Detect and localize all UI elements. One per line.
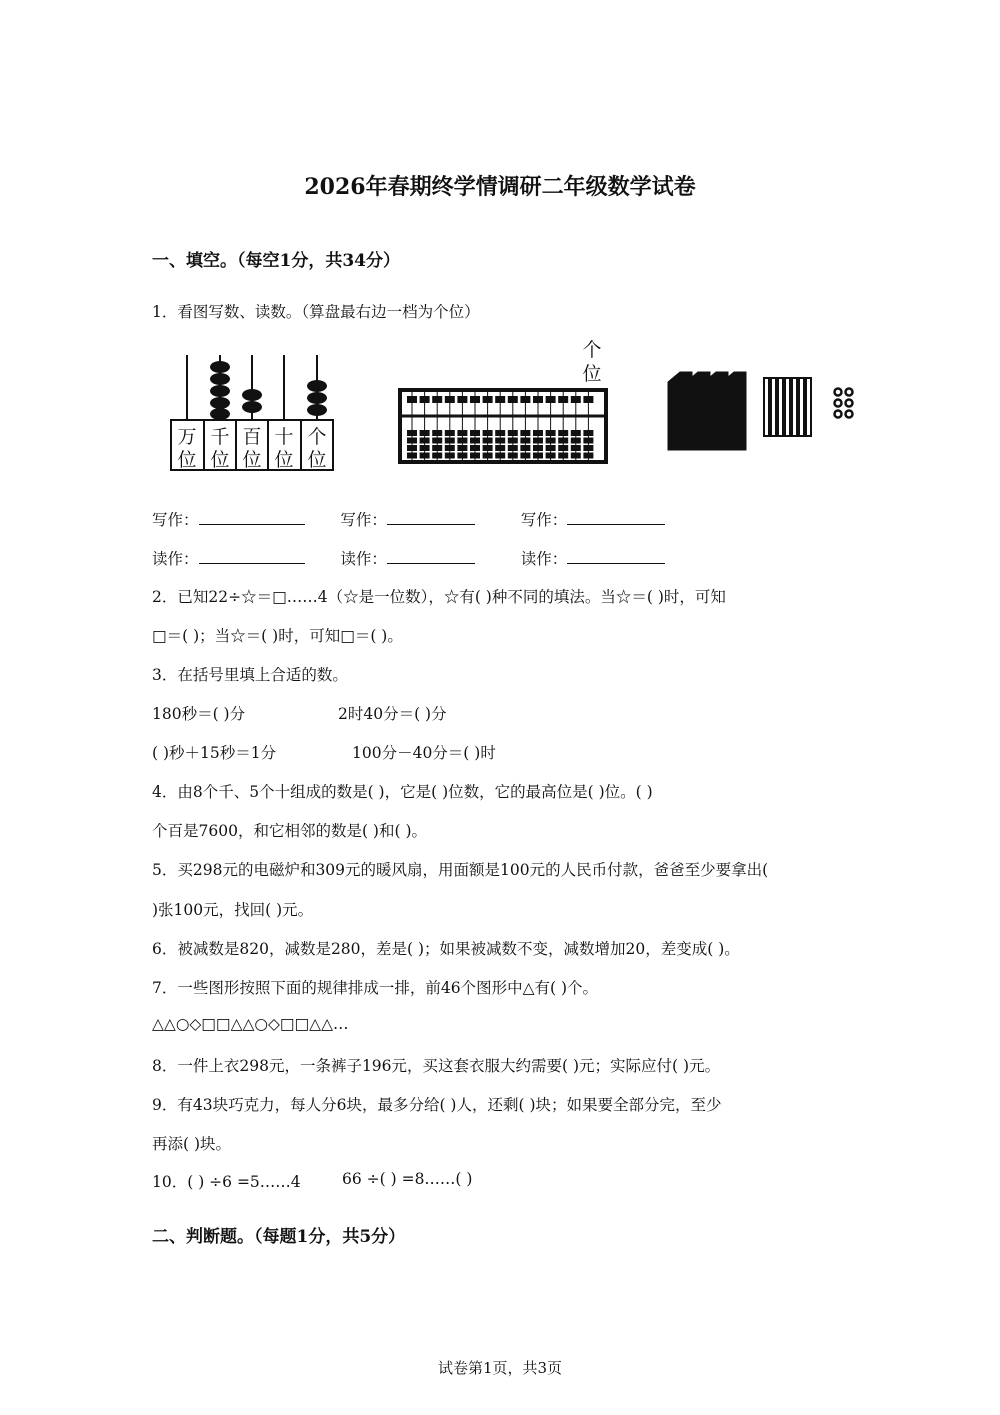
page-title: 2026年春期终学情调研二年级数学试卷: [304, 174, 696, 200]
question-9-line-1: 9．有43块巧克力，每人分6块，最多分给( )人，还剩( )块；如果要全部分完，至少: [152, 1096, 722, 1114]
suanpan-bead: [520, 453, 530, 459]
suanpan-bead: [407, 453, 417, 459]
question-3-c: ( )秒＋15秒＝1分: [152, 744, 277, 762]
counting-stick: [792, 378, 797, 436]
suanpan-bead: [571, 453, 581, 459]
counting-stick: [764, 378, 769, 436]
suanpan-bead: [445, 453, 455, 459]
suanpan-bead: [558, 396, 568, 403]
suanpan-bead: [420, 445, 430, 451]
suanpan-bead: [495, 430, 505, 436]
suanpan-bead: [470, 445, 480, 451]
suanpan-bead: [483, 445, 493, 451]
label-wan-1: 万: [177, 426, 197, 448]
label-bai-1: 百: [242, 426, 262, 448]
suanpan-bead: [571, 430, 581, 436]
suanpan-bead: [432, 430, 442, 436]
read-label-3: 读作：: [520, 550, 568, 568]
question-3-b: 2时40分＝( )分: [338, 705, 447, 723]
suanpan-bead: [495, 445, 505, 451]
suanpan-bead: [483, 430, 493, 436]
suanpan-bead: [533, 396, 543, 403]
counting-blocks-figure: [664, 368, 860, 454]
question-3-a: 180秒＝( )分: [152, 705, 246, 723]
suanpan-bead: [583, 430, 593, 436]
question-4-line-2: 个百是7600，和它相邻的数是( )和( )。: [152, 822, 427, 840]
suanpan-bead: [445, 445, 455, 451]
label-wan-2: 位: [177, 449, 197, 471]
question-7-pattern: △△○◇□□△△○◇□□△△…: [152, 1015, 349, 1033]
suanpan-bead: [420, 396, 430, 403]
suanpan-bead: [508, 396, 518, 403]
question-5-line-1: 5．买298元的电磁炉和309元的暖风扇，用面额是100元的人民币付款，爸爸至少要拿出(: [152, 861, 769, 879]
suanpan-bead: [407, 438, 417, 444]
counting-stick: [799, 378, 804, 436]
counting-stick: [778, 378, 783, 436]
suanpan-bead: [508, 430, 518, 436]
suanpan-label-1: 个: [582, 339, 602, 361]
suanpan-bead: [420, 438, 430, 444]
suanpan-bead: [520, 396, 530, 403]
read-label-1: 读作：: [152, 550, 199, 568]
suanpan-bead: [407, 396, 417, 403]
suanpan-bead: [495, 453, 505, 459]
suanpan-bead: [470, 430, 480, 436]
suanpan-bead: [520, 445, 530, 451]
label-qian-2: 位: [210, 449, 230, 471]
label-ge-2: 位: [307, 449, 327, 471]
suanpan-bead: [457, 445, 467, 451]
suanpan-bead: [432, 396, 442, 403]
question-3-d: 100分－40分＝( )时: [352, 744, 496, 762]
suanpan-bead: [457, 396, 467, 403]
suanpan-bead: [583, 445, 593, 451]
write-label-2: 写作：: [340, 511, 387, 529]
write-label-3: 写作：: [520, 511, 568, 529]
suanpan-bead: [470, 453, 480, 459]
suanpan-bead: [558, 438, 568, 444]
suanpan-bead: [420, 430, 430, 436]
read-answer-2[interactable]: [387, 549, 475, 564]
label-qian-1: 千: [210, 426, 230, 448]
label-bai-2: 位: [242, 449, 262, 471]
write-row: [152, 508, 665, 530]
suanpan-label-2: 位: [582, 363, 602, 385]
counting-stick: [771, 378, 776, 436]
page-footer: 试卷第1页，共3页: [437, 1359, 563, 1377]
suanpan-bead: [546, 396, 556, 403]
suanpan-bead: [520, 438, 530, 444]
suanpan-bead: [546, 430, 556, 436]
write-answer-1[interactable]: [199, 510, 305, 525]
question-2-line-1: 2．已知22÷☆＝□……4（☆是一位数），☆有( )种不同的填法。当☆＝( )时，可知: [152, 588, 726, 606]
suanpan-bead: [483, 453, 493, 459]
write-answer-3[interactable]: [567, 510, 665, 525]
suanpan-bead: [495, 396, 505, 403]
suanpan-bead: [483, 438, 493, 444]
suanpan-bead: [470, 396, 480, 403]
suanpan-bead: [571, 445, 581, 451]
suanpan-bead: [470, 438, 480, 444]
question-2-line-2: □＝( )；当☆＝( )时，可知□＝( )。: [152, 627, 403, 645]
section-2-heading: 二、判断题。（每题1分，共5分）: [152, 1227, 406, 1247]
suanpan-bead: [546, 445, 556, 451]
suanpan-bead: [583, 396, 593, 403]
label-shi-1: 十: [274, 426, 294, 448]
counting-stick: [806, 378, 811, 436]
counting-stick: [785, 378, 790, 436]
suanpan-bead: [432, 445, 442, 451]
suanpan-bead: [558, 445, 568, 451]
question-3: 3．在括号里填上合适的数。: [152, 666, 348, 684]
suanpan-bead: [508, 453, 518, 459]
suanpan-bead: [432, 438, 442, 444]
suanpan-bead: [420, 453, 430, 459]
suanpan-bead: [546, 438, 556, 444]
question-7-line-1: 7．一些图形按照下面的规律排成一排，前46个图形中△有( )个。: [152, 979, 599, 997]
abacus-figure-1: [168, 350, 336, 472]
question-10-a: 10．( ) ÷6 =5……4: [152, 1173, 301, 1191]
suanpan-bead: [445, 396, 455, 403]
label-shi-2: 位: [274, 449, 294, 471]
suanpan-bead: [533, 430, 543, 436]
question-6: 6．被减数是820，减数是280，差是( )；如果被减数不变，减数增加20，差变成( )。: [152, 940, 740, 958]
question-10-b: 66 ÷( ) =8……( ): [342, 1170, 473, 1188]
suanpan-bead: [457, 438, 467, 444]
suanpan-bead: [571, 438, 581, 444]
suanpan-bead: [533, 445, 543, 451]
question-8: 8．一件上衣298元，一条裤子196元，买这套衣服大约需要( )元；实际应付( )元。: [152, 1057, 721, 1075]
write-answer-2[interactable]: [387, 510, 475, 525]
suanpan-bead: [407, 430, 417, 436]
question-1: 1．看图写数、读数。（算盘最右边一档为个位）: [152, 303, 480, 321]
suanpan-bead: [558, 453, 568, 459]
question-5-line-2: )张100元，找回( )元。: [152, 901, 314, 919]
read-answer-3[interactable]: [567, 549, 665, 564]
suanpan-bead: [533, 438, 543, 444]
write-label-1: 写作：: [152, 511, 199, 529]
question-9-line-2: 再添( )块。: [152, 1135, 232, 1153]
suanpan-bead: [546, 453, 556, 459]
suanpan-bead: [583, 453, 593, 459]
suanpan-bead: [407, 445, 417, 451]
suanpan-bead: [558, 430, 568, 436]
question-4-line-1: 4．由8个千、5个十组成的数是( )，它是( )位数，它的最高位是( )位。( ): [152, 783, 653, 801]
suanpan-bead: [445, 430, 455, 436]
suanpan-bead: [445, 438, 455, 444]
suanpan-bead: [495, 438, 505, 444]
read-label-2: 读作：: [340, 550, 387, 568]
suanpan-bead: [508, 438, 518, 444]
suanpan-bead: [533, 453, 543, 459]
read-answer-1[interactable]: [199, 549, 305, 564]
suanpan-bead: [457, 453, 467, 459]
suanpan-bead: [583, 438, 593, 444]
section-1-heading: 一、填空。（每空1分，共34分）: [152, 251, 400, 271]
suanpan-bead: [571, 396, 581, 403]
suanpan-bead: [483, 396, 493, 403]
suanpan-bead: [508, 445, 518, 451]
suanpan-figure: [396, 336, 610, 466]
suanpan-bead: [457, 430, 467, 436]
suanpan-bead: [520, 430, 530, 436]
label-ge-1: 个: [307, 426, 327, 448]
suanpan-bead: [432, 453, 442, 459]
read-row: [152, 547, 665, 569]
